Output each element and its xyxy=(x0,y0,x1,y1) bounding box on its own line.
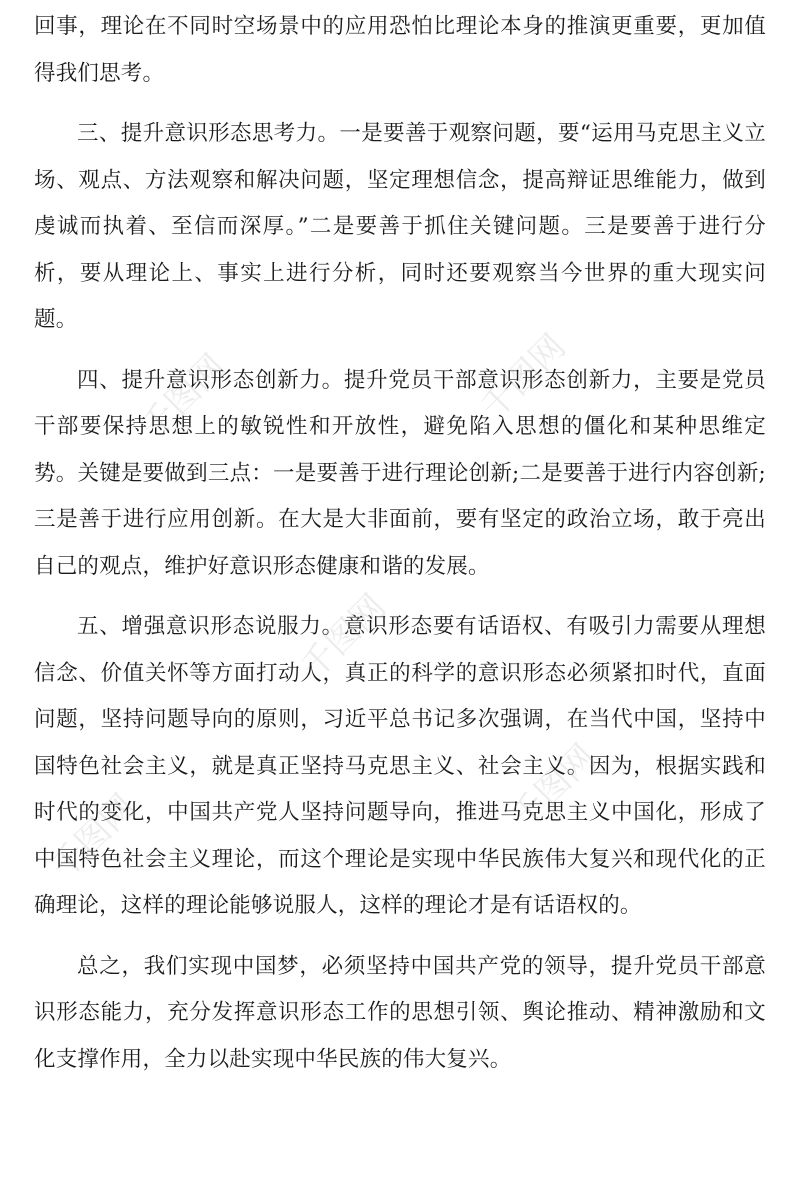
paragraph-ideology-innovation: 四、提升意识形态创新力。提升党员干部意识形态创新力，主要是党员干部要保持思想上的敏锐性和开放性，避免陷入思想的僵化和某种思维定势。关键是要做到三点：一是要善于进行理论创新;二是要善于进行内容创新;三是善于进行应用创新。在大是大非面前，要有坚定的政治立场，敢于亮出自己的观点，维护好意识形态健康和谐的发展。 xyxy=(34,367,766,579)
watermark-mark: 千图网 xyxy=(293,586,394,688)
watermark-mark: 千图网 xyxy=(43,786,144,888)
watermark-mark: 千图网 xyxy=(133,346,234,448)
paragraph-conclusion: 总之，我们实现中国梦，必须坚持中国共产党的领导，提升党员干部意识形态能力，充分发挥意识形态工作的思想引领、舆论推动、精神激励和文化支撑作用，全力以赴实现中华民族的伟大复兴。 xyxy=(34,953,766,1072)
paragraph-ideology-thinking: 三、提升意识形态思考力。一是要善于观察问题，要“运用马克思主义立场、观点、方法观察和解决问题，坚定理想信念，提高辩证思维能力，做到虔诚而执着、至信而深厚。”二是要善于抓住关键问题。三是要善于进行分析，要从理论上、事实上进行分析，同时还要观察当今世界的重大现实问题。 xyxy=(34,121,766,332)
paragraph-continuation: 回事，理论在不同时空场景中的应用恐怕比理论本身的推演更重要，更加值得我们思考。 xyxy=(34,14,766,86)
watermark-mark: 千图网 xyxy=(473,326,574,428)
paragraph-ideology-persuasion: 五、增强意识形态说服力。意识形态要有话语权、有吸引力需要从理想信念、价值关怀等方面打动人，真正的科学的意识形态必须紧扣时代，直面问题，坚持问题导向的原则，习近平总书记多次强调，在当代中国，坚持中国特色社会主义，就是真正坚持马克思主义、社会主义。因为，根据实践和时代的变化，中国共产党人坚持问题导向，推进马克思主义中国化，形成了中国特色社会主义理论，而这个理论是实现中华民族伟大复兴和现代化的正确理论，这样的理论能够说服人，这样的理论才是有话语权的。 xyxy=(34,614,766,918)
watermark-mark: 千图网 xyxy=(503,736,604,838)
